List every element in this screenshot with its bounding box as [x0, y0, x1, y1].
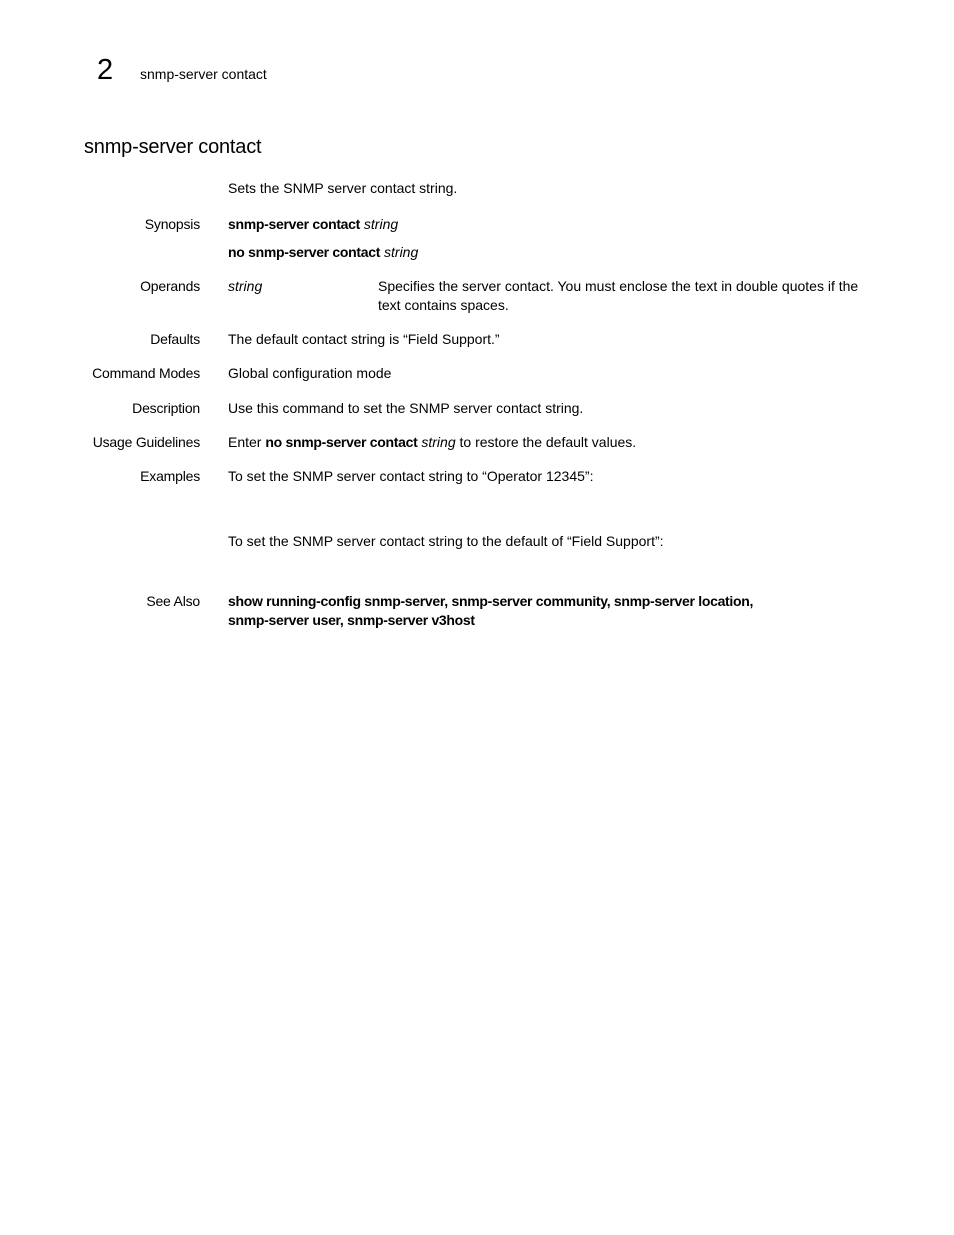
synopsis-arg-1: string — [363, 216, 399, 232]
usage-command: no snmp-server contact — [265, 434, 418, 450]
running-header-title: snmp-server contact — [140, 66, 267, 82]
defaults-label: Defaults — [150, 331, 200, 347]
examples-label: Examples — [140, 468, 200, 484]
synopsis-command-1: snmp-server contact — [228, 216, 361, 232]
synopsis-line-1 — [228, 215, 398, 234]
operands-label: Operands — [140, 278, 200, 294]
usage-prefix: Enter — [228, 434, 266, 450]
synopsis-command-2: no snmp-server contact — [228, 244, 381, 260]
example-2-text: To set the SNMP server contact string to the default of “Field Support”: — [228, 533, 664, 549]
see-also-label: See Also — [146, 593, 200, 609]
see-also-line-2[interactable]: snmp-server user, snmp-server v3host — [228, 612, 475, 628]
example-1-text: To set the SNMP server contact string to “Operator 12345”: — [228, 468, 594, 484]
usage-guidelines-text — [228, 433, 636, 452]
usage-suffix: to restore the default values. — [455, 434, 637, 450]
operand-name: string — [228, 278, 263, 294]
description-text: Use this command to set the SNMP server contact string. — [228, 400, 584, 416]
chapter-number: 2 — [97, 54, 114, 86]
usage-guidelines-label: Usage Guidelines — [92, 434, 200, 450]
synopsis-line-2 — [228, 243, 418, 262]
description-label: Description — [132, 400, 200, 416]
page-title: snmp-server contact — [84, 136, 262, 158]
see-also-line-1[interactable]: show running-config snmp-server, snmp-server community, snmp-server location, — [228, 593, 754, 609]
command-modes-label: Command Modes — [92, 365, 200, 381]
synopsis-arg-2: string — [384, 244, 419, 260]
summary-text: Sets the SNMP server contact string. — [228, 180, 458, 196]
operand-description: Specifies the server contact. You must enclose the text in double quotes if the text contains spaces. — [378, 278, 859, 313]
command-modes-text: Global configuration mode — [228, 365, 392, 381]
defaults-text: The default contact string is “Field Support.” — [228, 331, 500, 347]
see-also-links — [228, 592, 828, 630]
synopsis-label: Synopsis — [144, 216, 200, 232]
usage-arg: string — [421, 434, 456, 450]
